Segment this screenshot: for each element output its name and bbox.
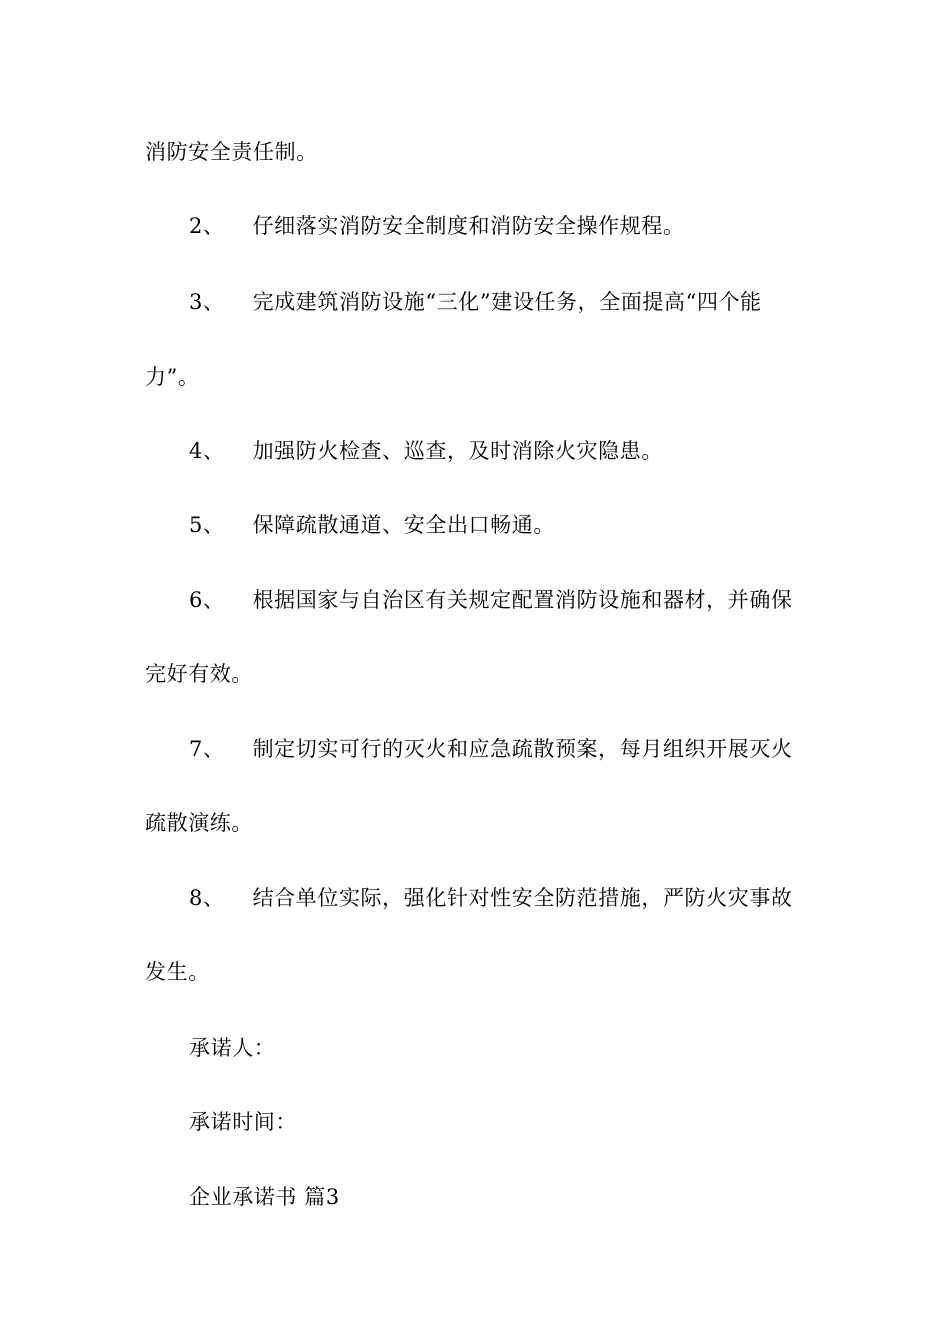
list-number: 8、 [189,886,225,910]
line-text: 承诺时间： [189,1110,297,1134]
text-line [145,363,200,391]
list-number: 3、 [189,290,225,314]
list-item [189,437,663,465]
list-number: 5、 [189,513,225,537]
list-item [189,212,685,240]
list-item [189,511,555,539]
list-item-text: 完成建筑消防设施“三化”建设任务，全面提高“四个能 [252,290,762,314]
list-item [189,884,793,912]
text-line [145,660,253,688]
line-text: 疏散演练。 [145,811,253,835]
line-text: 企业承诺书 篇3 [189,1185,340,1209]
commitment-date-label [189,1108,297,1136]
line-text: 发生。 [145,960,210,984]
line-text: 承诺人： [189,1036,276,1060]
signatory-label [189,1034,275,1062]
list-item-text: 结合单位实际，强化针对性安全防范措施，严防火灾事故 [252,886,793,910]
text-line [145,958,210,986]
list-item-text: 加强防火检查、巡查，及时消除火灾隐患。 [252,439,663,463]
list-number: 6、 [189,588,225,612]
list-number: 4、 [189,439,225,463]
list-item-text: 根据国家与自治区有关规定配置消防设施和器材，并确保 [252,588,793,612]
list-number: 7、 [189,737,225,761]
text-line [145,138,318,166]
text-line [145,809,253,837]
list-item [189,288,762,316]
section-heading [189,1183,340,1211]
line-text: 消防安全责任制。 [145,140,318,164]
list-item-text: 仔细落实消防安全制度和消防安全操作规程。 [252,214,685,238]
line-text: 力”。 [145,365,200,389]
line-text: 完好有效。 [145,662,253,686]
list-item [189,586,793,614]
list-item-text: 制定切实可行的灭火和应急疏散预案，每月组织开展灭火 [252,737,793,761]
list-item-text: 保障疏散通道、安全出口畅通。 [252,513,555,537]
list-number: 2、 [189,214,225,238]
list-item [189,735,793,763]
